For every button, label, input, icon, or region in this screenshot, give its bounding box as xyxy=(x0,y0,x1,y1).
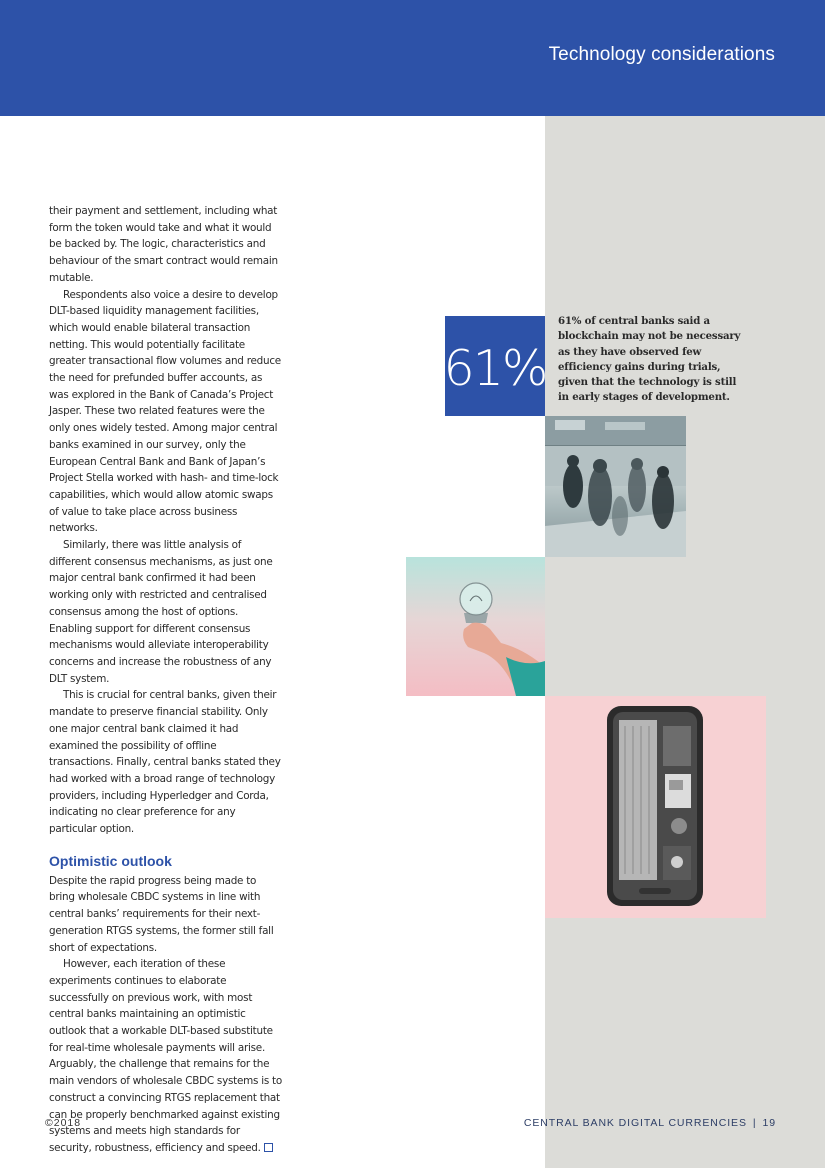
stat-box xyxy=(445,316,545,416)
sidebar-panel xyxy=(545,116,825,1168)
section-title: Technology considerations xyxy=(548,44,775,65)
lightbulb-photo-graphic xyxy=(406,557,545,696)
body-paragraph: This is crucial for central banks, given their mandate to preserve financial stability. Only one major central bank claimed it had examined the possibility of offline transactions. Finally, central banks stated they had worked with a broad range of technology providers, including Hyperledger and Corda, indicating no clear preference for any particular option. xyxy=(49,689,281,836)
section-heading: Optimistic outlook xyxy=(49,852,172,869)
body-paragraph: Respondents also voice a desire to develop DLT-based liquidity management facilities, which would enable bilateral transaction netting. This would potentially facilitate greater transactional flow volumes and reduce the need for prefunded buffer accounts, as was explored in the Bank of Canada’s Project Jasper. These two related features were the only ones widely tested. Among major central banks examined in our survey, only the European Central Bank and Bank of Japan’s Project Stella worked with hash- and time-lock capabilities, which would allow atomic swaps of value to take place across business networks. xyxy=(49,288,281,535)
phone-photo-graphic xyxy=(545,696,766,918)
body-paragraph-last xyxy=(49,956,283,1156)
body-paragraph: Despite the rapid progress being made to bring wholesale CBDC systems in line with central banks’ requirements for their next-generation RTGS systems, the former still fall short of expectations. xyxy=(49,874,274,954)
footer-copyright: ©2018 xyxy=(45,1117,82,1129)
end-of-article-icon xyxy=(264,1143,273,1152)
lightbulb-photo xyxy=(406,557,545,696)
crowd-photo-graphic xyxy=(545,416,686,557)
body-paragraph: Similarly, there was little analysis of different consensus mechanisms, as just one major central bank confirmed it had been working only with restricted and centralised consensus among the host of options. Enabling support for different consensus mechanisms would alleviate interoperability concerns and increase the robustness of any DLT system. xyxy=(49,539,273,685)
header-band xyxy=(0,0,825,116)
crowd-photo xyxy=(545,416,686,557)
stat-caption: 61% of central banks said a blockchain may not be necessary as they have observed few efficiency gains during trials, given that the technology is still in early stages of development. xyxy=(558,315,741,404)
footer-separator: | xyxy=(752,1117,757,1129)
body-paragraph: their payment and settlement, including what form the token would take and what it would be backed by. The logic, characteristics and behaviour of the smart contract would remain mutable. xyxy=(49,205,278,284)
page-number: 19 xyxy=(762,1117,776,1129)
body-column xyxy=(49,203,283,1157)
stat-value: 61% xyxy=(443,339,547,397)
footer-page-info xyxy=(524,1117,776,1129)
phone-photo xyxy=(545,696,766,918)
footer-publication: CENTRAL BANK DIGITAL CURRENCIES xyxy=(523,1117,747,1129)
body-paragraph-text: However, each iteration of these experiments continues to elaborate successfully on previous work, with most central banks maintaining an optimistic outlook that a workable DLT-based substitute for real-time wholesale payments will arise. Arguably, the challenge that remains for the main vendors of wholesale CBDC systems is to construct a convincing RTGS replacement that can be properly benchmarked against existing systems and meets high standards for security, robustness, efficiency and speed. xyxy=(49,958,282,1154)
